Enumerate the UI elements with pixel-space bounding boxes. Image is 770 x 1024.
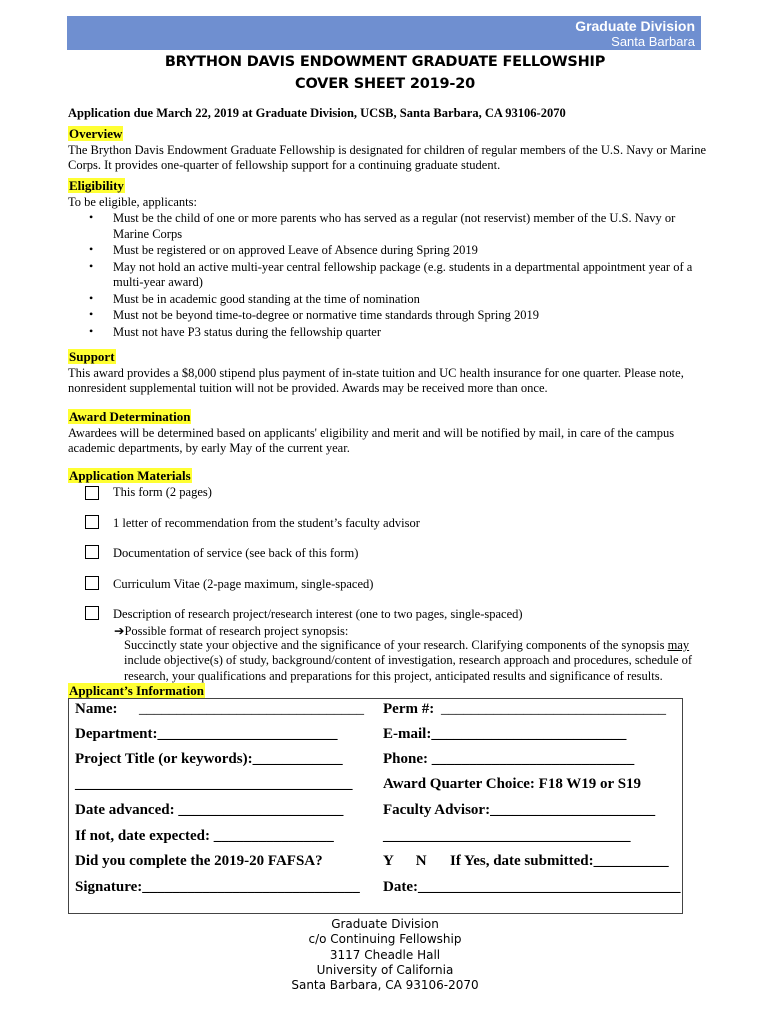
support-heading: Support bbox=[69, 349, 115, 364]
award-quarter-choice[interactable]: Award Quarter Choice: F18 W19 or S19 bbox=[383, 776, 642, 792]
overview-text: The Brython Davis Endowment Graduate Fellowship is designated for children of regular members of the U.S. Navy or Marine Corps. It provides one-quarter of fellowship support for a continuing graduate student. bbox=[68, 142, 707, 172]
eligibility-item: • May not hold an active multi-year central fellowship package (e.g. students in a departmental appointment year of a multi-year award) bbox=[68, 259, 708, 291]
eligibility-item: • Must be the child of one or more parents who has served as a regular (not reservist) member of the U.S. Navy or Marine Corps bbox=[68, 210, 708, 242]
checkbox-cv[interactable] bbox=[85, 576, 99, 590]
project-title-field-line2[interactable]: _____________________________________ bbox=[75, 776, 353, 792]
checkbox-documentation[interactable] bbox=[85, 545, 99, 559]
project-title-field[interactable]: Project Title (or keywords):____________ bbox=[75, 751, 343, 767]
banner-subtitle: Santa Barbara bbox=[611, 34, 695, 49]
date-expected-field[interactable]: If not, date expected: ________________ bbox=[75, 828, 334, 844]
eligibility-heading: Eligibility bbox=[69, 178, 124, 193]
support-text: This award provides a $8,000 stipend plus payment of in-state tuition and UC health insurance for one quarter. Please note, nonresident supplemental tuition will not be provided. Awards may be received more than once. bbox=[68, 365, 684, 395]
perm-label: Perm #: bbox=[383, 701, 435, 717]
eligibility-item: • Must be registered or on approved Leave of Absence during Spring 2019 bbox=[68, 242, 708, 259]
email-field[interactable]: E-mail:__________________________ bbox=[383, 726, 627, 742]
phone-field[interactable]: Phone: ___________________________ bbox=[383, 751, 635, 767]
material-item: Description of research project/research interest (one to two pages, single-spaced) bbox=[113, 607, 523, 621]
synopsis-label: ➔Possible format of research project synopsis: bbox=[114, 624, 349, 638]
eligibility-item: • Must not have P3 status during the fellowship quarter bbox=[68, 324, 708, 341]
fafsa-yes-no[interactable]: Y N bbox=[383, 853, 427, 869]
perm-field[interactable]: ______________________________ bbox=[441, 701, 666, 717]
material-item: Curriculum Vitae (2-page maximum, single-spaced) bbox=[113, 577, 374, 591]
faculty-advisor-field-line2[interactable]: _________________________________ bbox=[383, 828, 631, 844]
fafsa-date-field[interactable]: If Yes, date submitted:__________ bbox=[450, 853, 669, 869]
name-field[interactable]: ______________________________ bbox=[139, 701, 364, 717]
material-item: 1 letter of recommendation from the student’s faculty advisor bbox=[113, 516, 420, 530]
award-heading: Award Determination bbox=[69, 409, 191, 424]
faculty-advisor-field[interactable]: Faculty Advisor:______________________ bbox=[383, 802, 656, 818]
name-label: Name: bbox=[75, 701, 118, 717]
material-item: Documentation of service (see back of this form) bbox=[113, 546, 359, 560]
checkbox-this-form[interactable] bbox=[85, 486, 99, 500]
checkbox-recommendation[interactable] bbox=[85, 515, 99, 529]
department-field[interactable]: Department:________________________ bbox=[75, 726, 338, 742]
document-title: BRYTHON DAVIS ENDOWMENT GRADUATE FELLOWSHIP bbox=[164, 54, 606, 70]
applicant-heading: Applicant’s Information bbox=[69, 683, 204, 698]
checkbox-research-description[interactable] bbox=[85, 606, 99, 620]
eligibility-item: • Must not be beyond time-to-degree or normative time standards through Spring 2019 bbox=[68, 307, 708, 324]
materials-section bbox=[68, 468, 708, 485]
header-banner bbox=[67, 16, 701, 50]
overview-section bbox=[68, 126, 708, 174]
overview-heading: Overview bbox=[69, 126, 123, 141]
award-text: Awardees will be determined based on applicants' eligibility and merit and will be notified by mail, in care of the campus academic departments, by early May of the current year. bbox=[68, 425, 675, 455]
eligibility-intro: To be eligible, applicants: bbox=[68, 194, 197, 209]
eligibility-section bbox=[68, 178, 708, 340]
signature-field[interactable]: Signature:_____________________________ bbox=[75, 879, 360, 895]
date-advanced-field[interactable]: Date advanced: ______________________ bbox=[75, 802, 344, 818]
date-field[interactable]: Date:___________________________________ bbox=[383, 879, 681, 895]
document-subtitle: COVER SHEET 2019-20 bbox=[295, 76, 475, 92]
fafsa-question: Did you complete the 2019-20 FAFSA? bbox=[75, 853, 323, 869]
materials-heading: Application Materials bbox=[69, 468, 191, 483]
eligibility-item: • Must be in academic good standing at the time of nomination bbox=[68, 291, 708, 308]
award-section bbox=[68, 409, 708, 457]
support-section bbox=[68, 349, 708, 397]
synopsis-text: Succinctly state your objective and the significance of your research. Clarifying components of the synopsis may include objective(s) of study, background/content of investigation, research approach and procedures, schedule of research, your qualifications and preparations for this project, anticipated results and significance of results. bbox=[124, 638, 693, 683]
due-date-notice: Application due March 22, 2019 at Graduate Division, UCSB, Santa Barbara, CA 93106-2070 bbox=[68, 106, 566, 120]
banner-title: Graduate Division bbox=[575, 18, 695, 34]
material-item: This form (2 pages) bbox=[113, 485, 212, 499]
mailing-address: Graduate Division c/o Continuing Fellowship 3117 Cheadle Hall University of California Santa Barbara, CA 93106-2070 bbox=[291, 917, 479, 993]
